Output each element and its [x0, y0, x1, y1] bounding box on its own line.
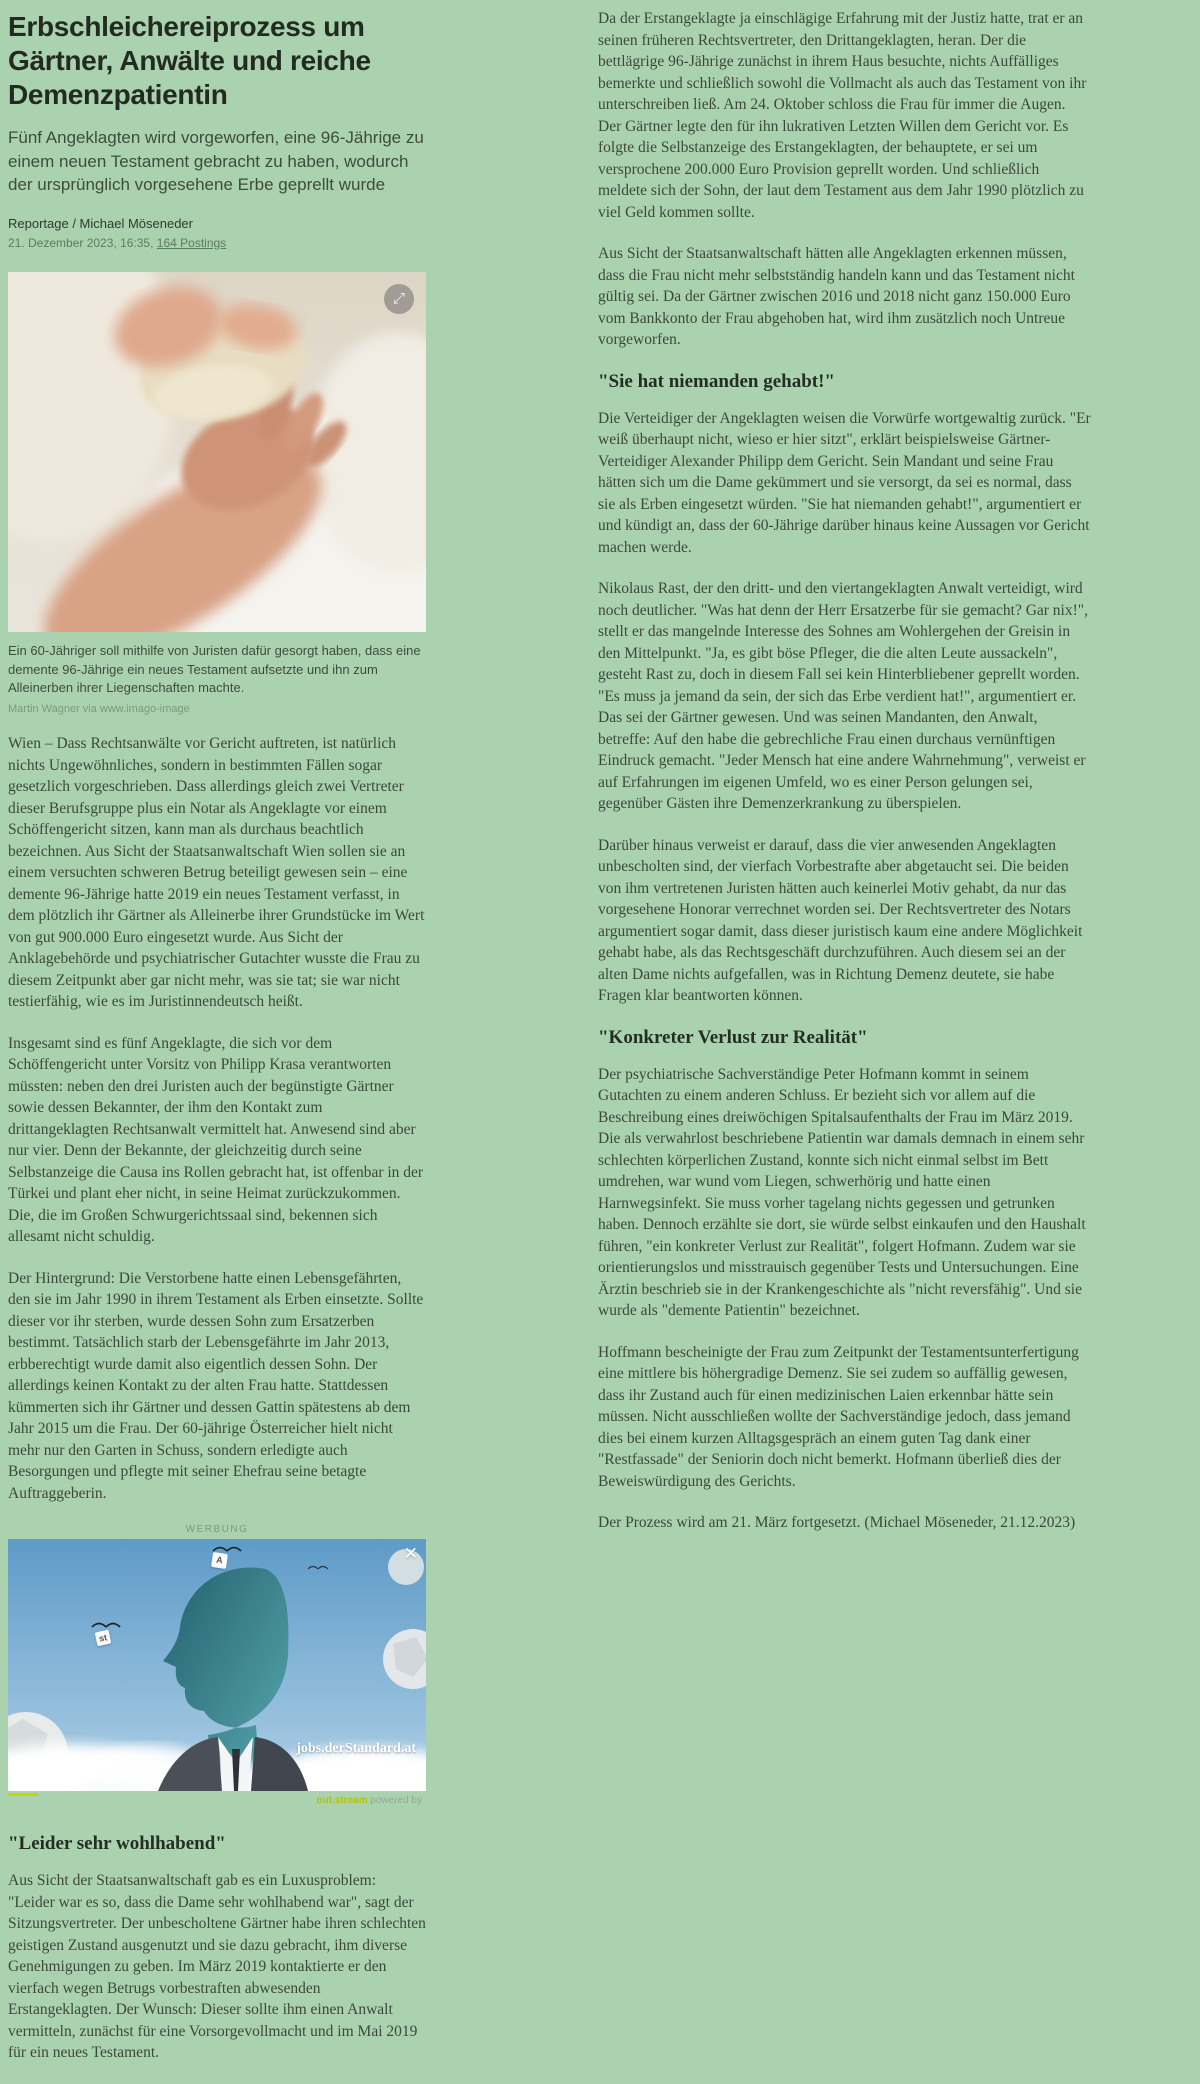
left-column — [8, 8, 426, 2084]
right-column — [598, 8, 1092, 1554]
paragraph: Insgesamt sind es fünf Angeklagte, die sich vor dem Schöffengericht unter Vorsitz von Philipp Krasa verantworten müssten: neben den drei Juristen auch der begünstigte Gärtner sowie dessen Bekannter, der ihm den Kontakt zum drittangeklagten Rechtsanwalt vermittelt hat. Anwesend sind aber nur vier. Denn der Bekannte, der gleichzeitig durch seine Selbstanzeige die Causa ins Rollen gebracht hat, ist offenbar in der Türkei und plant eher nicht, in seine Heimat zurückzukommen. Die, die im Großen Schwurgerichtssaal sind, bekennen sich allesamt nicht schuldig. — [8, 1034, 424, 1246]
section-heading: "Sie hat niemanden gehabt!" — [598, 370, 835, 392]
paragraph: Aus Sicht der Staatsanwaltschaft gab es ein Luxusproblem: "Leider war es so, dass die Dame sehr wohlhabend war", sagt der Sitzungsvertreter. Der unbescholtene Gärtner habe ihren schlechten geistigen Zustand ausgenutzt und sie dazu gebracht, ihm diverse Genehmigungen zu geben. Im März 2019 kontaktierte er den vierfach wegen Betrugs vorbestraften abwesenden Erstangeklagten. Der Wunsch: Dieser sollte ihm einen Anwalt vermitteln, zunächst für eine Vorsorgevollmacht und im Mai 2019 für ein neues Testament. — [8, 1872, 426, 2062]
close-ad-button[interactable] — [404, 1545, 418, 1562]
close-icon: ✕ — [403, 1544, 418, 1564]
ad-letter-tile: A — [211, 1552, 228, 1569]
ad-letter-tile: st — [95, 1630, 112, 1647]
photo-caption: Ein 60-Jähriger soll mithilfe von Juristen dafür gesorgt haben, dass eine demente 96-Jährige ein neues Testament aufsetzte und ihn zum Alleinerben ihrer Liegenschaften machte. — [8, 642, 421, 696]
paragraph: Der psychiatrische Sachverständige Peter Hofmann kommt in seinem Gutachten zu einem anderen Schluss. Er bezieht sich vor allem auf die Beschreibung eines dreiwöchigen Spitalsaufenthalts der Frau im März 2019. Die als verwahrlost beschriebene Patientin war damals demnach in einem sehr schlechten körperlichen Zustand, konnte sich nicht einmal selbst im Bett umdrehen, war wund vom Liegen, schwerhörig und hatte einen Harnwegsinfekt. Sie muss vorher tagelang nichts gegessen und getrunken haben. Dennoch erzählte sie dort, sie würde selbst einkaufen und den Haushalt führen, "ein konkreter Verlust zur Realität", folgert Hofmann. Zudem war sie orientierungslos und misstrauisch gegenüber Tests und Untersuchungen. Eine Ärztin beschrieb sie in der Krankengeschichte als "nicht reversfähig". Und sie wurde als "demente Patientin" bezeichnet. — [598, 1065, 1086, 1319]
ad-progress-bar — [8, 1793, 38, 1796]
paragraph: Nikolaus Rast, der den dritt- und den viertangeklagten Anwalt verteidigt, wird noch deutlicher. "Was hat denn der Herr Ersatzerbe für sie gemacht? Gar nix!", stellt er das mangelnde Interesse des Sohnes am Wohlergehen der Greisin in den Mittelpunkt. "Ja, es gibt böse Pfleger, die die alten Leute aussackeln", gesteht Rast zu, doch in diesem Fall sei kein Hinterbliebener geprellt worden. "Es muss ja jemand da sein, der sich das Erbe verdient hat!", argumentiert er. Das sei der Gärtner gewesen. Und was seinen Mandanten, den Anwalt, betreffe: Auf den habe die gebrechliche Frau einen durchaus vernünftigen Eindruck gemacht. "Jeder Mensch hat eine andere Wahrnehmung", verweist er auf Erfahrungen im eigenen Umfeld, wo es einer Person gelungen sei, gegenüber Gästen ihre Demenzerkrankung zu überspielen. — [598, 580, 1088, 812]
paragraph: Da der Erstangeklagte ja einschlägige Erfahrung mit der Justiz hatte, trat er an seinen früheren Rechtsvertreter, den Drittangeklagten, heran. Der die bettlägrige 96-Jährige zunächst in ihrem Haus besuchte, nichts Auffälliges bemerkte und schließlich sowohl die Vollmacht als auch das Testament von ihr unterschreiben ließ. Am 24. Oktober schloss die Frau für immer die Augen. Der Gärtner legte den für ihn lukrativen Letzten Willen dem Gericht vor. Es folgte die Selbstanzeige des Erstangeklagten, der behauptete, er sei um versprochene 200.000 Euro Provision geprellt worden. Und schließlich meldete sich der Sohn, der laut dem Testament aus dem Jahr 1990 plötzlich zu viel Geld kommen sollte. — [598, 10, 1087, 221]
paragraph: Aus Sicht der Staatsanwaltschaft hätten alle Angeklagten erkennen müssen, dass die Frau nicht mehr selbstständig handeln kann und das Testament nicht gültig sei. Da der Gärtner zwischen 2016 und 2018 nicht ganz 150.000 Euro vom Bankkonto der Frau abgehoben hat, wird ihm zusätzlich noch Untreue vorgeworfen. — [598, 245, 1075, 348]
paragraph: Hoffmann bescheinigte der Frau zum Zeitpunkt der Testamentsunterfertigung eine mittlere bis höhergradige Demenz. Sie sei zudem so auffällig gewesen, dass ihr Zustand auch für einen medizinischen Laien erkennbar hätte sein müssen. Nicht ausschließen wollte der Sachverständige jedoch, dass jemand dies bei einem kurzen Alltagsgespräch an einem guten Tag dank einer "Restfassade" der Seniorin doch nicht bemerkt. Hofmann überließ dies der Beweiswürdigung des Gerichts. — [598, 1343, 1079, 1490]
paragraph: Wien – Dass Rechtsanwälte vor Gericht auftreten, ist natürlich nichts Ungewöhnliches, sondern in bestimmten Fällen sogar gesetzlich vorgeschrieben. Dass allerdings gleich zwei Vertreter dieser Berufsgruppe plus ein Notar als Angeklagte vor einem Schöffengericht sitzen, kann man als durchaus beachtlich bezeichnen. Aus Sicht der Staatsanwaltschaft Wien sollen sie an einem versuchten schweren Betrug beteiligt gewesen sein – eine demente 96-Jährige hatte 2019 ein neues Testament verfasst, in dem plötzlich ihr Gärtner als Alleinerbe ihrer Grundstücke im Wert von gut 900.000 Euro eingesetzt wurde. Aus Sicht der Anklagebehörde und psychiatrischer Gutachter wusste die Frau zu diesem Zeitpunkt aber gar nicht mehr, was sie tat; sie war nicht testierfähig, wie es im Juristinnendeutsch heißt. — [8, 735, 425, 1011]
enlarge-photo-button[interactable] — [384, 284, 414, 314]
article-photo — [8, 272, 426, 632]
paragraph: Der Hintergrund: Die Verstorbene hatte einen Lebensgefährten, den sie im Jahr 1990 in ihrem Testament als Erben einsetzte. Sollte dieser vor ihr sterben, wurde dessen Sohn zum Ersatzerben bestimmt. Tatsächlich starb der Lebensgefährte im Jahr 2013, erbberechtigt wurde damit also eigentlich dessen Sohn. Der allerdings keinen Kontakt zu der alten Frau hatte. Stattdessen kümmerten sich ihr Gärtner und dessen Gattin spätestens ab dem Jahr 2015 um die Frau. Der 60-jährige Österreicher hielt nicht mehr nur den Garten in Schuss, sondern erledigte auch Besorgungen und pflegte mit seiner Ehefrau seine betagte Auftraggeberin. — [8, 1269, 424, 1502]
paragraph: Der Prozess wird am 21. März fortgesetzt. (Michael Möseneder, 21.12.2023) — [598, 1514, 1076, 1531]
byline: Reportage / Michael Möseneder — [8, 215, 193, 231]
ad-provider-brand: out.stream — [316, 1795, 368, 1807]
article-subtitle: Fünf Angeklagten wird vorgeworfen, eine 96-Jährige zu einem neuen Testament gebracht zu haben, wodurch der ursprünglich vorgesehene Erbe geprellt wurde — [8, 128, 424, 194]
ad-provider-suffix: powered by — [370, 1795, 422, 1807]
photo-credit: Martin Wagner via www.imago-image — [8, 703, 190, 716]
enlarge-icon: ⤢ — [392, 289, 405, 307]
paragraph: Darüber hinaus verweist er darauf, dass die vier anwesenden Angeklagten unbescholten sind, der vierfach Vorbestrafte aber abgetaucht sei. Die beiden von ihm vertretenen Juristen hätten auch keinerlei Motiv gehabt, da nur das vorgesehene Honorar verrechnet worden sei. Der Rechtsvertreter des Notars argumentiert sogar damit, dass dieser juristisch kaum eine andere Möglichkeit gehabt habe, als das Rechtsgeschäft durchzuführen. Auch diesem sei an der alten Dame nichts aufgefallen, was in Richtung Demenz deutete, sie habe Fragen klar beantworten können. — [598, 836, 1083, 1004]
ad-label: WERBUNG — [185, 1524, 249, 1536]
page-title: Erbschleichereiprozess um Gärtner, Anwälte und reiche Demenzpatientin — [8, 11, 371, 111]
publish-date: 21. Dezember 2023, 16:35, — [8, 235, 154, 250]
ad-footer — [8, 1793, 426, 1807]
paragraph: Die Verteidiger der Angeklagten weisen die Vorwürfe wortgewaltig zurück. "Er weiß überhaupt nicht, wieso er hier sitzt", erklärt beispielsweise Gärtner-Verteidiger Alexander Philipp dem Gericht. Sein Mandant und seine Frau hätten sich um die Dame gekümmert und sie versorgt, da sei es normal, dass sie als Erben eingesetzt würden. "Sie hat niemanden gehabt!", argumentiert er und kündigt an, dass der 60-Jährige darüber hinaus keine Aussagen vor Gericht machen werde. — [598, 409, 1091, 556]
hands-photo-illustration — [8, 272, 426, 632]
postings-link[interactable]: 164 Postings — [156, 235, 227, 250]
section-heading: "Leider sehr wohlhabend" — [8, 1833, 226, 1855]
dateline — [8, 236, 426, 250]
section-heading: "Konkreter Verlust zur Realität" — [598, 1026, 868, 1048]
ad-banner[interactable] — [8, 1539, 426, 1791]
ad-brand-text: jobs.derStandard.at — [296, 1741, 416, 1757]
advertisement — [8, 1524, 426, 1807]
ad-provider — [316, 1795, 422, 1806]
